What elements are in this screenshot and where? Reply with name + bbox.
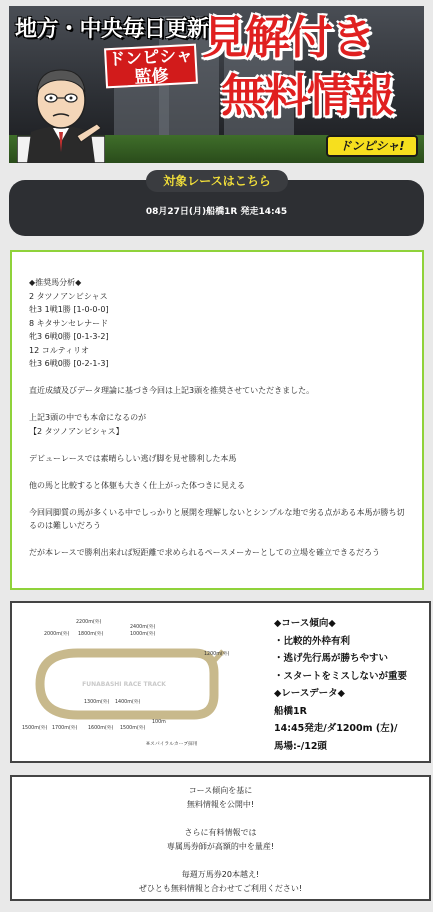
distance-label: 1500m(外) (22, 726, 48, 731)
distance-label: 1600m(外) (88, 726, 114, 731)
race-info-text: 08月27日(月)船橋1R 発走14:45 (145, 207, 288, 217)
horse-record: 牝3 6戦0勝 [0-1-3-2] (29, 332, 109, 341)
distance-label: 2400m(外) (130, 625, 156, 630)
supervise-brand: ドンピシャ (107, 45, 194, 71)
distance-label: 1700m(外) (52, 726, 78, 731)
recommended-horse-analysis (10, 250, 424, 590)
track-map (18, 611, 276, 756)
distance-label: 1200m(外) (204, 652, 230, 657)
track-name-label: FUNABASHI RACE TRACK (82, 681, 166, 688)
distance-label: 1300m(外) (84, 700, 110, 705)
promo-footer (10, 775, 431, 901)
promo-line: 専属馬券師が高額的中を量産! (166, 842, 275, 851)
race-data-line: 馬場:-/12頭 (274, 740, 327, 752)
supervise-label: 監修 (134, 66, 170, 88)
race-data-header: ◆レースデータ◆ (274, 688, 345, 699)
tendency-item: ・比較的外枠有利 (274, 635, 351, 647)
distance-label: 1800m(外) (78, 632, 104, 637)
race-data-line: 船橋1R (274, 705, 307, 717)
distance-label: 1000m(外) (130, 632, 156, 637)
brand-logo: ドンピシャ! (326, 135, 418, 157)
promo-line: 毎週万馬券20本越え! (181, 870, 260, 879)
banner-title-line1: 見解付き (202, 11, 375, 64)
banner-title-line2: 無料情報 (221, 69, 394, 122)
distance-label: 1400m(外) (115, 700, 141, 705)
tendency-item: ・スタートをミスしないが重要 (274, 670, 408, 682)
horse-line: 8 キタサンセレナード (29, 318, 109, 328)
horse-line: 2 タツノアンビシャス (29, 291, 108, 301)
promo-line: ぜひとも無料情報と合わせてご利用ください! (138, 884, 303, 893)
analysis-header: ◆推奨馬分析◆ (29, 278, 82, 287)
analysis-paragraph: だが本レースで勝利出来れば短距離で求められるペースメーカーとしての立場を確立できるだろう (29, 548, 381, 557)
distance-label: 1500m(外) (120, 726, 146, 731)
promo-line: コース傾向を基に (188, 786, 253, 795)
target-race-tab: 対象レースはこちら (146, 170, 288, 192)
analysis-paragraph: 他の馬と比較すると体躯も大きく仕上がった体つきに見える (29, 480, 245, 490)
tendency-item: ・逃げ先行馬が勝ちやすい (274, 653, 389, 664)
analysis-paragraph: 直近成績及びデータ理論に基づき今回は上記3頭を推奨させていただきました。 (29, 386, 315, 395)
race-data-line: 14:45発走/ダ1200m (左)/ (274, 723, 398, 734)
mascot-illustration (17, 62, 105, 163)
analysis-paragraph: 今回同脚質の馬が多くいる中でしっかりと展開を理解しないとシンプルな地で劣る点がある本馬が勝ち切るのは難しいだろう (29, 507, 405, 530)
distance-label: 100m (152, 720, 166, 725)
analysis-paragraph: 上記3頭の中でも本命になるのが 【2 タツノアンビシャス】 (29, 413, 147, 436)
tendency-header: ◆コース傾向◆ (274, 618, 336, 629)
map-note: ※スパイラルカーブ採用 (146, 742, 198, 747)
horse-record: 牡3 1戦1勝 [1-0-0-0] (29, 305, 109, 314)
course-text (274, 615, 433, 755)
promo-line: さらに有料情報では (184, 828, 257, 837)
banner-headline: 地方・中央毎日更新! (15, 17, 219, 42)
distance-label: 2200m(外) (76, 620, 102, 625)
promo-line: 無料情報を公開中! (186, 800, 255, 809)
hero-banner (9, 6, 424, 163)
distance-label: 2000m(外) (44, 632, 70, 637)
analysis-paragraph: デビューレースでは素晴らしい逃げ脚を見せ勝利した本馬 (29, 453, 237, 463)
supervise-badge (104, 44, 198, 89)
course-info-panel (10, 601, 431, 763)
horse-record: 牡3 6戦0勝 [0-2-1-3] (29, 359, 109, 368)
horse-line: 12 コルティリオ (29, 345, 90, 355)
